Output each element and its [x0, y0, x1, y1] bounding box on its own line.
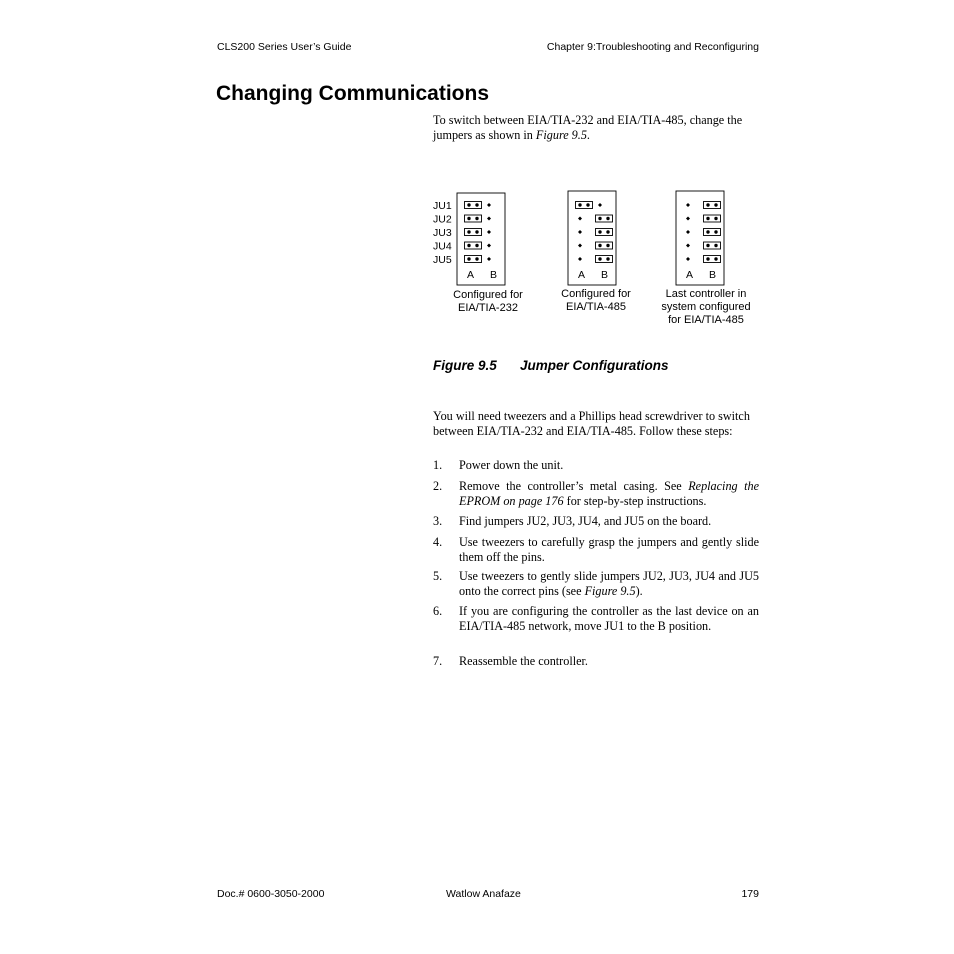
config-caption-line: EIA/TIA-232: [458, 302, 518, 314]
config-caption-485: [544, 288, 648, 314]
step-text-run: Find jumpers JU2, JU3, JU4, and JU5 on the board.: [459, 514, 712, 528]
jumper-pin: [706, 244, 709, 247]
config-caption-line: for EIA/TIA-485: [668, 314, 744, 326]
jumper-pin: [686, 230, 690, 234]
jumper-pin: [714, 230, 717, 233]
column-label-b: B: [490, 269, 498, 281]
step-text-run: If you are configuring the controller as the last device on an EIA/TIA-485 network, move JU1 to the B position.: [459, 604, 759, 633]
jumper-label: JU1: [433, 200, 452, 212]
step-reference: Replacing the EPROM on page 176: [459, 479, 760, 508]
tools-paragraph: You will need tweezers and a Phillips head screwdriver to switch between EIA/TIA-232 and EIA/TIA-485. Follow these steps:: [433, 409, 750, 438]
jumper-shunt: [465, 229, 482, 236]
jumper-shunt: [465, 202, 482, 209]
intro-end: .: [586, 127, 590, 142]
steps-list: [433, 458, 759, 678]
jumper-label: JU3: [433, 227, 452, 239]
step-number: 2.: [433, 479, 443, 493]
step-text: [459, 569, 759, 598]
jumper-shunt: [465, 215, 482, 222]
step-text: [459, 654, 759, 669]
step-number: 3.: [433, 514, 443, 528]
jumper-pin: [487, 203, 491, 207]
running-header-left: CLS200 Series User’s Guide: [217, 41, 352, 53]
config-caption-line: EIA/TIA-485: [566, 301, 626, 313]
figure-caption-title: Jumper Configurations: [520, 358, 669, 373]
step-text: [459, 604, 759, 633]
jumper-label: JU2: [433, 213, 452, 226]
jumper-pin: [706, 230, 709, 233]
jumper-pin: [714, 257, 717, 260]
jumper-pin: [467, 217, 470, 220]
jumper-shunt: [704, 242, 721, 249]
jumper-pin: [487, 217, 491, 221]
jumper-shunt: [704, 202, 721, 209]
figure-caption-number: Figure 9.5: [433, 358, 497, 373]
jumper-pin: [686, 217, 690, 221]
jumper-pin: [475, 257, 478, 260]
jumper-pin: [475, 203, 478, 206]
column-label-a: A: [686, 269, 694, 281]
jumper-pin: [714, 244, 717, 247]
jumper-label: JU4: [433, 240, 452, 253]
intro-paragraph: [433, 113, 759, 142]
section-title: Changing Communications: [216, 82, 489, 105]
column-label-b: B: [601, 269, 609, 281]
step-text-run: Remove the controller’s metal casing. See: [459, 479, 689, 493]
jumper-pin: [686, 203, 690, 207]
jumper-shunt: [596, 215, 613, 222]
jumper-shunt: [465, 256, 482, 263]
jumper-pin: [606, 217, 609, 220]
footer-page-number: 179: [741, 888, 759, 900]
jumper-pin: [467, 203, 470, 206]
jumper-pin: [706, 203, 709, 206]
jumper-pin: [686, 257, 690, 261]
jumper-label: JU5: [433, 254, 452, 266]
step-text: [459, 479, 759, 508]
jumper-shunt: [704, 229, 721, 236]
jumper-shunt: [596, 242, 613, 249]
jumper-pin: [487, 257, 491, 261]
jumper-pin: [487, 230, 491, 234]
jumper-pin: [606, 244, 609, 247]
config-caption-line: Configured for: [561, 288, 631, 300]
footer-doc-number: Doc.# 0600-3050-2000: [217, 888, 325, 900]
jumper-pin: [578, 217, 582, 221]
jumper-panel: [568, 191, 616, 285]
step-text-run: Power down the unit.: [459, 458, 564, 472]
intro-figure-ref: Figure 9.5: [535, 127, 587, 142]
step-text: [459, 514, 759, 529]
jumper-pin: [475, 217, 478, 220]
step-number: 4.: [433, 535, 443, 549]
step-reference: Figure 9.5: [584, 583, 636, 598]
jumper-pin: [467, 230, 470, 233]
config-caption-line: Last controller in: [665, 288, 747, 300]
jumper-panel: [457, 193, 505, 285]
jumper-shunt: [596, 229, 613, 236]
jumper-pin: [475, 244, 478, 247]
jumper-pin: [598, 217, 601, 220]
step-text-run: ).: [635, 583, 643, 598]
jumper-shunt: [704, 256, 721, 263]
jumper-pin: [475, 230, 478, 233]
jumper-shunt: [465, 242, 482, 249]
jumper-panel: [676, 191, 724, 285]
figure-caption: [433, 358, 669, 373]
footer-company: Watlow Anafaze: [446, 888, 521, 900]
jumper-pin: [598, 257, 601, 260]
jumper-shunt: [704, 215, 721, 222]
step-number: 7.: [433, 654, 443, 668]
column-label-b: B: [709, 269, 717, 281]
jumper-pin: [706, 217, 709, 220]
jumper-pin: [467, 244, 470, 247]
jumper-pin: [578, 244, 582, 248]
step-text: [459, 535, 759, 564]
jumper-pin: [714, 217, 717, 220]
step-text: [459, 458, 759, 473]
jumper-pin: [578, 203, 581, 206]
step-text-run: Use tweezers to carefully grasp the jumpers and gently slide them off the pins.: [459, 535, 759, 564]
running-header-right: Chapter 9:Troubleshooting and Reconfiguring: [546, 41, 759, 53]
jumper-pin: [598, 203, 602, 207]
jumper-diagram: [420, 185, 770, 295]
jumper-pin: [606, 257, 609, 260]
jumper-pin: [487, 244, 491, 248]
jumper-pin: [578, 230, 582, 234]
jumper-pin: [598, 230, 601, 233]
jumper-shunt: [596, 256, 613, 263]
intro-text: To switch between EIA/TIA-232 and EIA/TIA-485, change the jumpers as shown in: [433, 113, 743, 142]
step-number: 6.: [433, 604, 443, 618]
config-caption-line: Configured for: [453, 289, 523, 301]
config-caption-last-485: [648, 288, 764, 327]
jumper-pin: [578, 257, 582, 261]
jumper-pin: [714, 203, 717, 206]
step-text-run: Reassemble the controller.: [459, 654, 588, 668]
step-number: 1.: [433, 458, 443, 472]
jumper-pin: [686, 244, 690, 248]
column-label-a: A: [467, 269, 475, 281]
step-number: 5.: [433, 569, 443, 583]
jumper-pin: [586, 203, 589, 206]
column-label-a: A: [578, 269, 586, 281]
step-text-run: for step-by-step instructions.: [563, 493, 707, 508]
config-caption-line: system configured: [661, 301, 751, 313]
jumper-pin: [467, 257, 470, 260]
step-text-run: Use tweezers to gently slide jumpers JU2, JU3, JU4 and JU5 onto the correct pins (see: [459, 569, 759, 598]
jumper-shunt: [576, 202, 593, 209]
config-caption-232: [438, 289, 538, 315]
jumper-pin: [598, 244, 601, 247]
jumper-pin: [706, 257, 709, 260]
jumper-pin: [606, 230, 609, 233]
